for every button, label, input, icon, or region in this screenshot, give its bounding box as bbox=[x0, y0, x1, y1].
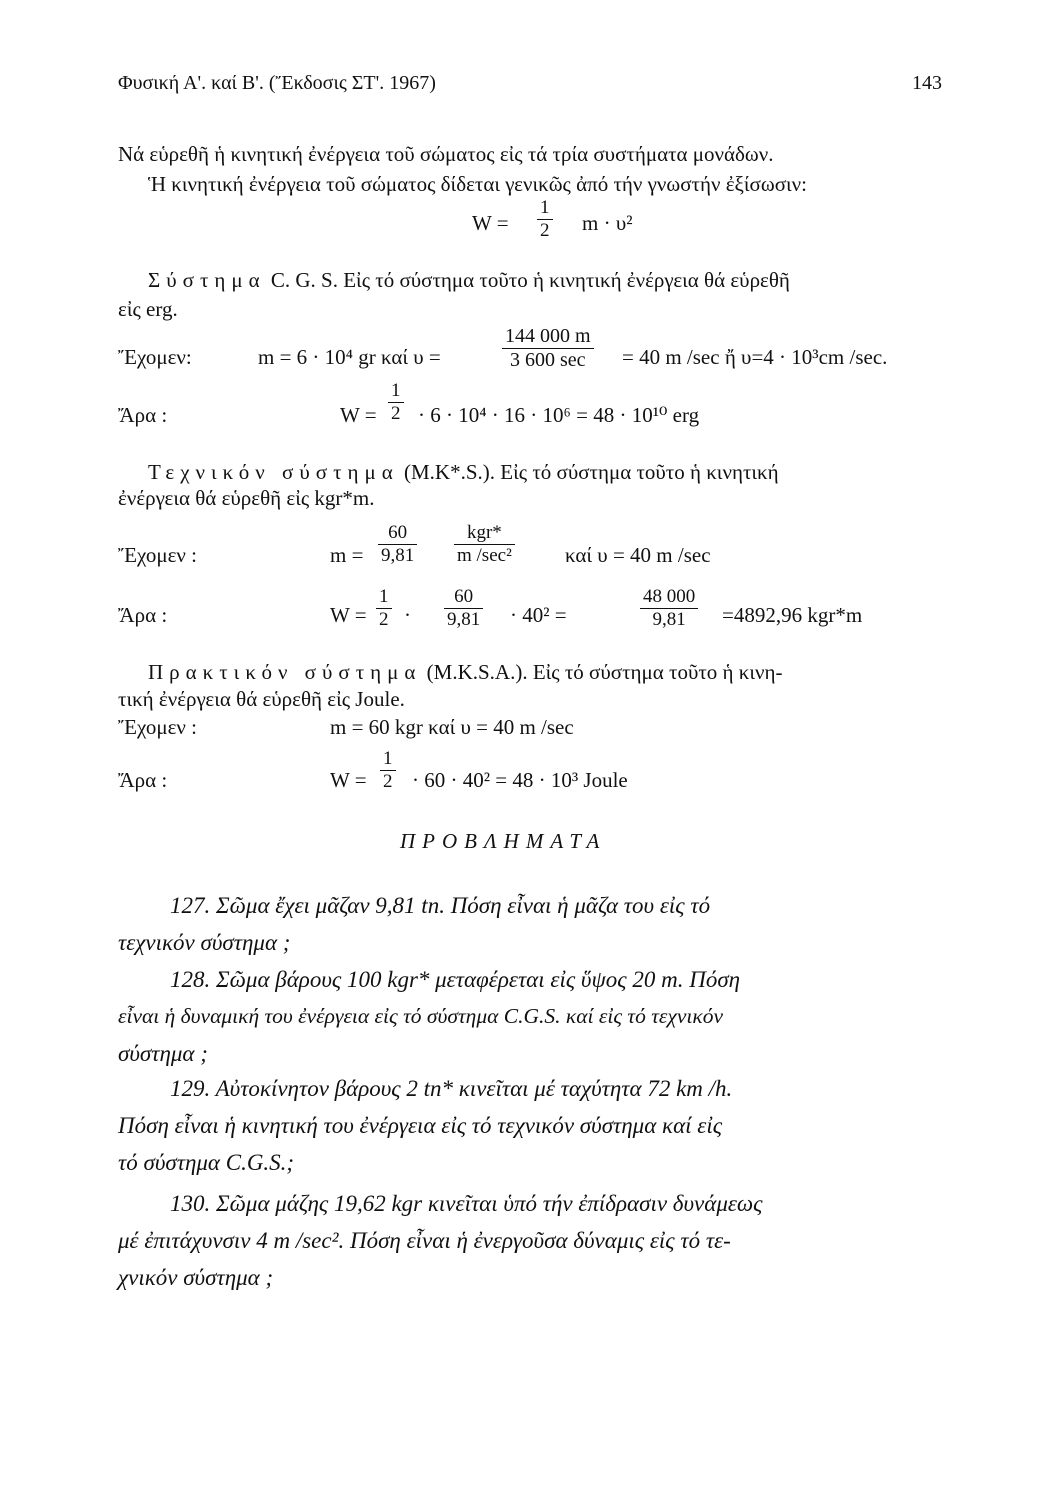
problem-128-line-3: σύστημα ; bbox=[118, 1041, 208, 1066]
problem-130-line-2: μέ ἐπιτάχυνσιν 4 m /sec². Πόση εἶναι ἡ ἐνεργοῦσα δύναμις εἰς τό τε- bbox=[118, 1228, 731, 1253]
cgs-so-numerator: 1 bbox=[391, 380, 401, 401]
page-number: 143 bbox=[912, 72, 942, 94]
cgs-so-denominator: 2 bbox=[388, 402, 404, 425]
technical-heading bbox=[148, 460, 779, 485]
cgs-so-label: Ἄρα : bbox=[118, 403, 168, 427]
problem-129-line-3: τό σύστημα C.G.S.; bbox=[118, 1150, 295, 1175]
practical-heading-rest: (M.K.S.A.). Εἰς τό σύστημα τοῦτο ἡ κινη- bbox=[426, 660, 783, 684]
problem-127-line-2: τεχνικόν σύστημα ; bbox=[118, 930, 291, 955]
formula-lhs: W = bbox=[472, 211, 509, 235]
practical-so-rhs: · 60 · 40² = 48 · 10³ Joule bbox=[412, 768, 628, 792]
technical-so-fraction-3 bbox=[640, 586, 698, 631]
practical-heading-spaced: Πρακτικόν σύστημα bbox=[148, 660, 422, 684]
technical-so-label: Ἄρα : bbox=[118, 603, 168, 627]
practical-have-rest: m = 60 kgr καί υ = 40 m /sec bbox=[330, 715, 574, 739]
technical-so-denominator-1: 2 bbox=[376, 608, 392, 631]
practical-so-denominator: 2 bbox=[380, 770, 396, 793]
technical-so-numerator-2: 60 bbox=[454, 586, 474, 607]
technical-heading-spaced: Τεχνικόν σύστημα bbox=[148, 460, 399, 484]
technical-have-label: Ἔχομεν : bbox=[118, 543, 198, 567]
intro-line-2: Ἡ κινητική ἐνέργεια τοῦ σώματος δίδεται γενικῶς ἀπό τήν γνωστήν ἐξίσωσιν: bbox=[148, 172, 807, 196]
practical-heading-line-2: τική ἐνέργεια θά εὑρεθῆ εἰς Joule. bbox=[118, 687, 405, 711]
problem-127-line-1: 127. Σῶμα ἔχει μᾶζαν 9,81 tn. Πόση εἶναι ἡ μᾶζα του εἰς τό bbox=[170, 893, 711, 918]
cgs-heading bbox=[148, 268, 790, 293]
practical-so-fraction bbox=[380, 748, 396, 793]
cgs-so-lhs: W = bbox=[340, 403, 377, 427]
practical-so-numerator: 1 bbox=[383, 748, 393, 769]
technical-have-rest: καί υ = 40 m /sec bbox=[565, 543, 711, 567]
problem-128-line-1: 128. Σῶμα βάρους 100 kgr* μεταφέρεται εἰς ὕψος 20 m. Πόση bbox=[170, 967, 741, 992]
technical-have-lhs: m = bbox=[330, 543, 364, 567]
technical-heading-rest: (M.K*.S.). Εἰς τό σύστημα τοῦτο ἡ κινητική bbox=[404, 460, 779, 484]
technical-so-lhs: W = bbox=[330, 603, 367, 627]
cgs-have-label: Ἔχομεν: bbox=[118, 345, 192, 369]
problem-128-line-2: εἶναι ἡ δυναμική του ἐνέργεια εἰς τό σύστημα C.G.S. καί εἰς τό τεχνικόν bbox=[118, 1004, 723, 1028]
practical-heading bbox=[148, 660, 783, 685]
technical-mass-fraction bbox=[378, 522, 417, 567]
technical-unit-denominator: m /sec² bbox=[454, 544, 515, 567]
technical-so-fraction-1 bbox=[376, 586, 392, 631]
technical-so-fraction-2 bbox=[444, 586, 483, 631]
cgs-velocity-denominator: 3 600 sec bbox=[502, 348, 594, 372]
problems-title: ΠΡΟΒΛΗΜΑΤΑ bbox=[400, 829, 607, 853]
problem-129-line-2: Πόση εἶναι ἡ κινητική του ἐνέργεια εἰς τό τεχνικόν σύστημα καί εἰς bbox=[118, 1113, 723, 1138]
cgs-heading-line-2: εἰς erg. bbox=[118, 297, 178, 321]
problem-130-line-1: 130. Σῶμα μάζης 19,62 kgr κινεῖται ὑπό τήν ἐπίδρασιν δυνάμεως bbox=[170, 1191, 763, 1216]
technical-unit-fraction bbox=[454, 522, 515, 567]
practical-so-lhs: W = bbox=[330, 768, 367, 792]
problem-130-line-3: χνικόν σύστημα ; bbox=[118, 1265, 274, 1290]
technical-heading-line-2: ἐνέργεια θά εὑρεθῆ εἰς kgr*m. bbox=[118, 486, 375, 510]
practical-have-label: Ἔχομεν : bbox=[118, 715, 198, 739]
technical-unit-numerator: kgr* bbox=[466, 522, 502, 543]
technical-so-numerator-3: 48 000 bbox=[643, 586, 696, 607]
cgs-have-rest: = 40 m /sec ἤ υ=4 · 10³cm /sec. bbox=[622, 345, 888, 369]
formula-denominator: 2 bbox=[537, 219, 553, 242]
technical-so-mid-1: · bbox=[404, 603, 411, 627]
cgs-so-rhs: · 6 · 10⁴ · 16 · 10⁶ = 48 · 10¹⁰ erg bbox=[418, 403, 700, 427]
technical-so-rhs: =4892,96 kgr*m bbox=[722, 603, 863, 627]
formula-fraction bbox=[537, 197, 553, 242]
technical-mass-denominator: 9,81 bbox=[378, 544, 417, 567]
formula-rhs: m · υ² bbox=[582, 211, 633, 235]
technical-so-numerator-1: 1 bbox=[379, 586, 389, 607]
cgs-so-fraction bbox=[388, 380, 404, 425]
technical-so-denominator-2: 9,81 bbox=[444, 608, 483, 631]
formula-numerator: 1 bbox=[540, 197, 550, 218]
technical-mass-numerator: 60 bbox=[388, 522, 408, 543]
cgs-heading-spaced: Σύστημα bbox=[148, 268, 266, 292]
cgs-velocity-numerator: 144 000 m bbox=[505, 325, 591, 347]
cgs-have-m: m = 6 · 10⁴ gr καί υ = bbox=[258, 345, 441, 369]
technical-so-denominator-3: 9,81 bbox=[640, 608, 698, 631]
intro-line-1: Νά εὑρεθῆ ἡ κινητική ἐνέργεια τοῦ σώματος εἰς τά τρία συστήματα μονάδων. bbox=[118, 142, 774, 166]
practical-so-label: Ἄρα : bbox=[118, 768, 168, 792]
problem-129-line-1: 129. Αὐτοκίνητον βάρους 2 tn* κινεῖται μέ ταχύτητα 72 km /h. bbox=[170, 1076, 733, 1101]
running-header: Φυσική Α'. καί Β'. (Ἔκδοσις ΣΤ'. 1967) bbox=[118, 72, 436, 94]
cgs-heading-rest: C. G. S. Εἰς τό σύστημα τοῦτο ἡ κινητική ἐνέργεια θά εὑρεθῆ bbox=[270, 268, 790, 292]
technical-so-mid-2: · 40² = bbox=[510, 603, 567, 627]
cgs-velocity-fraction bbox=[502, 325, 594, 372]
